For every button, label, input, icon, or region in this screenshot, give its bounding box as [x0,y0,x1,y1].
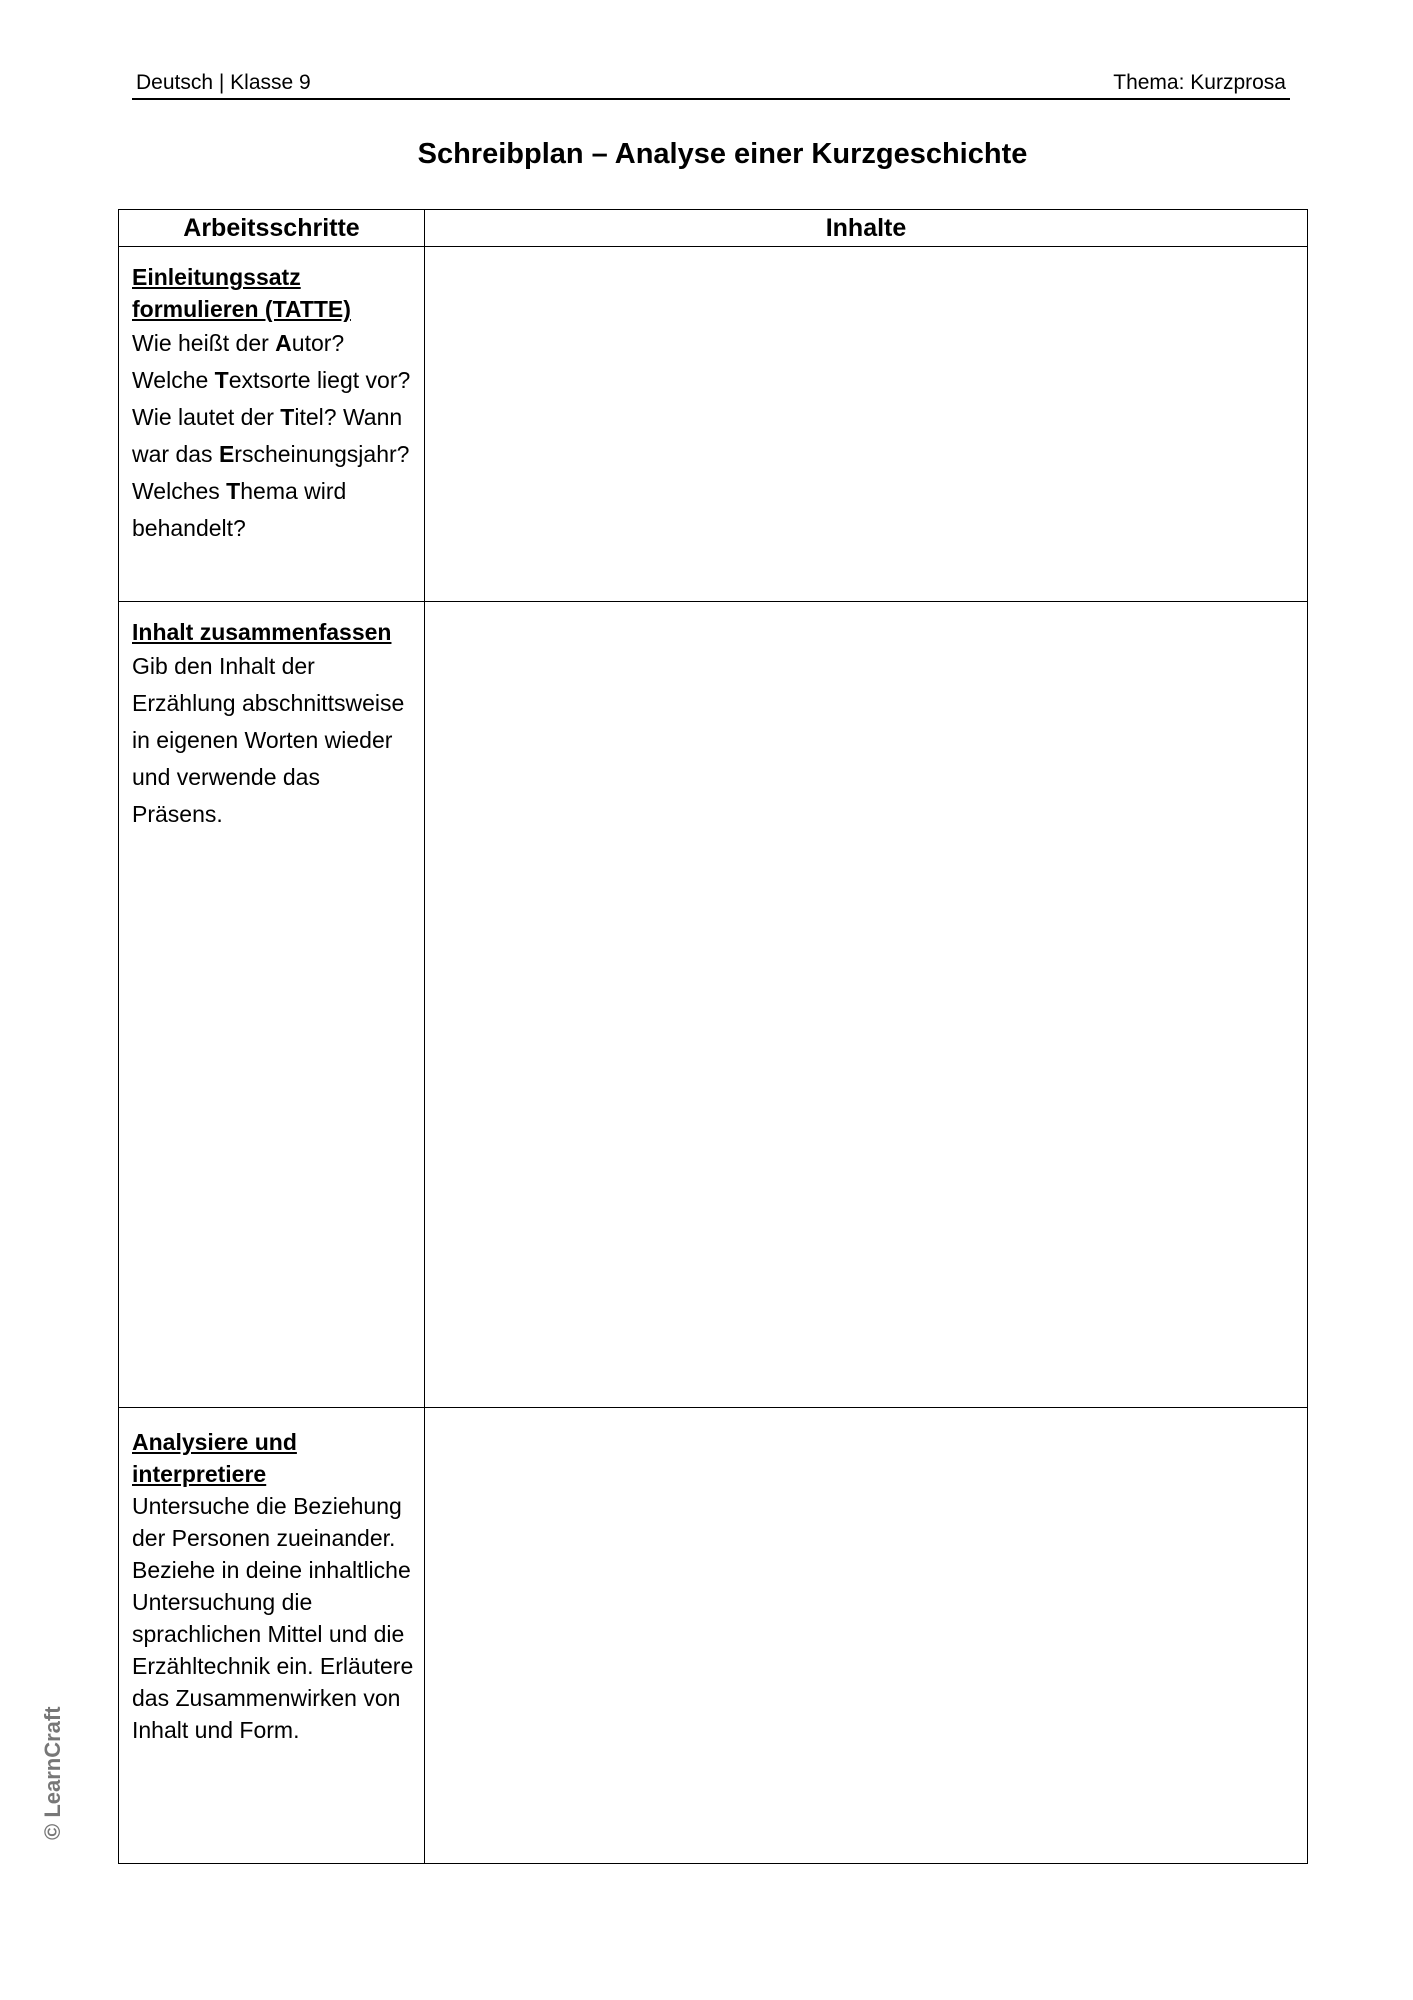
page-header [132,70,1290,100]
column-header-contents: Inhalte [425,210,1308,247]
table-row [119,1408,1308,1864]
column-header-steps: Arbeitsschritte [119,210,425,247]
step-cell [119,1408,425,1864]
header-topic: Thema: Kurzprosa [1113,71,1286,94]
step-description: Gib den Inhalt der Erzählung abschnittsweise in eigenen Worten wieder und verwende das Präsens. [132,653,405,827]
step-description: Untersuche die Beziehung der Personen zueinander. Beziehe in deine inhaltliche Untersuchung die sprachlichen Mittel und die Erzähltechnik ein. Erläutere das Zusammenwirken von Inhalt und Form. [132,1493,414,1743]
writing-plan-table [118,209,1308,1864]
content-cell[interactable] [425,247,1308,602]
content-cell[interactable] [425,602,1308,1408]
step-cell [119,602,425,1408]
table-row [119,247,1308,602]
step-cell [119,247,425,602]
page-title: Schreibplan – Analyse einer Kurzgeschichte [417,138,1028,170]
step-title: Analysiere und interpretiere [132,1429,297,1487]
header-subject: Deutsch | Klasse 9 [136,71,311,94]
step-description: Wie heißt der Autor? Welche Textsorte liegt vor? Wie lautet der Titel? Wann war das Erscheinungsjahr? Welches Thema wird behandelt? [132,330,411,541]
table-row [119,602,1308,1408]
copyright-watermark: © LearnCraft [40,1706,65,1840]
step-title: Inhalt zusammenfassen [132,619,392,645]
step-title: Einleitungssatz formulieren (TATTE) [132,264,351,322]
content-cell[interactable] [425,1408,1308,1864]
table-header-row [119,210,1308,247]
